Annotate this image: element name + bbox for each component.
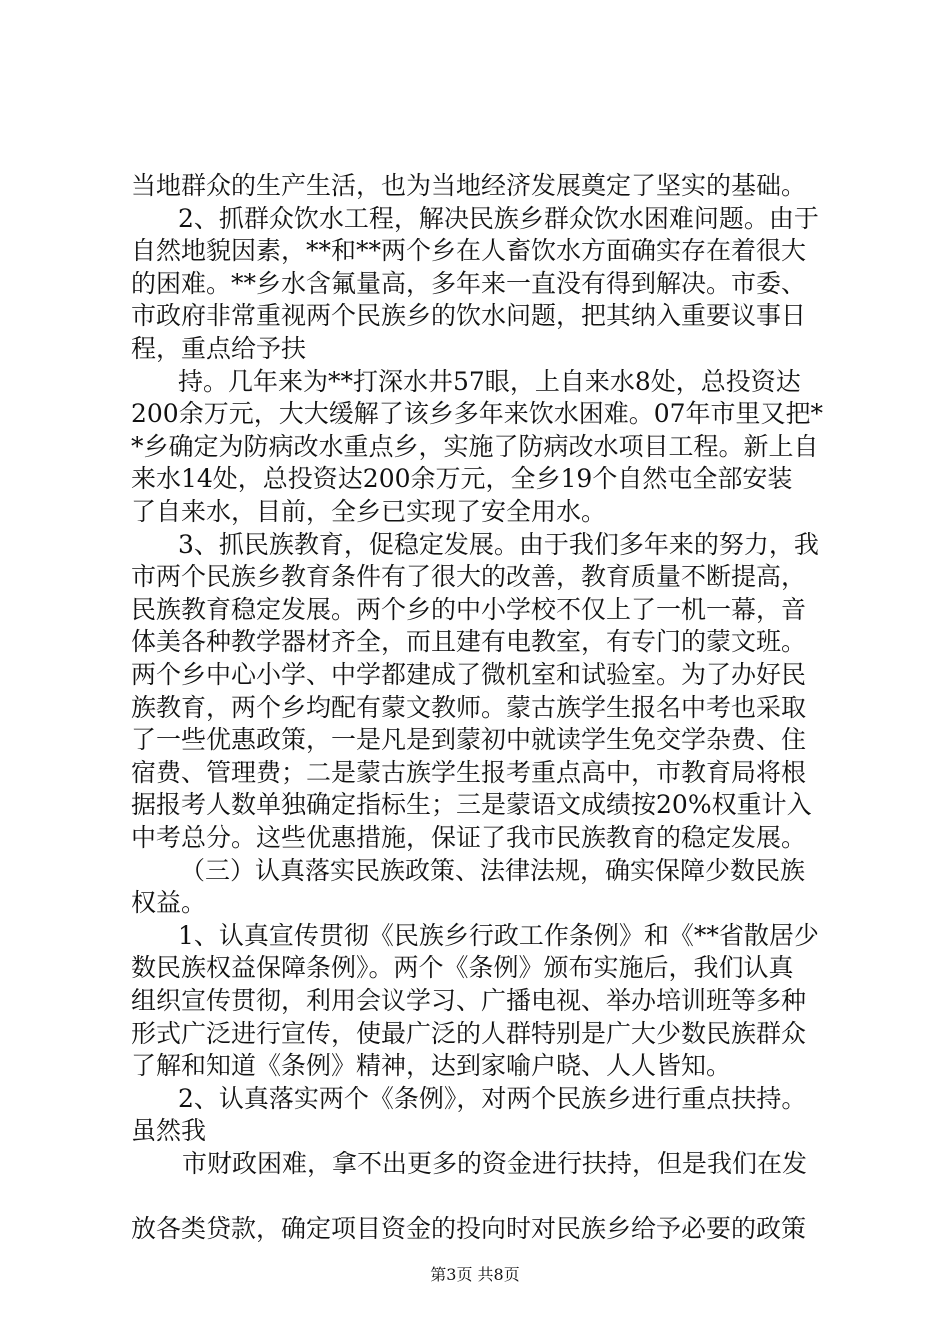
- text-line: 程，重点给予扶: [131, 334, 307, 363]
- text-line: 200余万元，大大缓解了该乡多年来饮水困难。07年市里又把*: [131, 399, 824, 428]
- text-line: 市两个民族乡教育条件有了很大的改善，教育质量不断提高，: [131, 562, 807, 591]
- text-line: 族教育，两个乡均配有蒙文教师。蒙古族学生报名中考也采取: [131, 693, 807, 722]
- text-line: 宿费、管理费；二是蒙古族学生报考重点高中，市教育局将根: [131, 758, 807, 787]
- text-line: 了解和知道《条例》精神，达到家喻户晓、人人皆知。: [131, 1051, 732, 1080]
- text-line: 两个乡中心小学、中学都建成了微机室和试验室。为了办好民: [131, 660, 807, 689]
- text-line: 中考总分。这些优惠措施，保证了我市民族教育的稳定发展。: [131, 823, 807, 852]
- text-line: 持。几年来为**打深水井57眼，上自来水8处，总投资达: [178, 367, 801, 396]
- page-number-footer: 第3页 共8页: [430, 1265, 520, 1284]
- text-line: 据报考人数单独确定指标生；三是蒙语文成绩按20%权重计入: [131, 790, 812, 819]
- text-line: 的困难。**乡水含氟量高，多年来一直没有得到解决。市委、: [131, 269, 807, 298]
- text-line: 组织宣传贯彻，利用会议学习、广播电视、举办培训班等多种: [131, 986, 807, 1015]
- text-line: 来水14处，总投资达200余万元，全乡19个自然屯全部安装: [131, 464, 793, 493]
- section-heading: 权益。: [131, 888, 207, 917]
- text-line: *乡确定为防病改水重点乡，实施了防病改水项目工程。新上自: [131, 432, 819, 461]
- text-line: 2、认真落实两个《条例》，对两个民族乡进行重点扶持。: [178, 1084, 807, 1113]
- text-line: 虽然我: [131, 1116, 207, 1145]
- text-line: 2、抓群众饮水工程，解决民族乡群众饮水困难问题。由于: [178, 204, 819, 233]
- text-line: 了一些优惠政策，一是凡是到蒙初中就读学生免交学杂费、住: [131, 725, 807, 754]
- text-line: 了自来水，目前，全乡已实现了安全用水。: [131, 497, 607, 526]
- text-line: 数民族权益保障条例》。两个《条例》颁布实施后，我们认真: [131, 953, 794, 982]
- text-line: 体美各种教学器材齐全，而且建有电教室，有专门的蒙文班。: [131, 627, 807, 656]
- text-line: 1、认真宣传贯彻《民族乡行政工作条例》和《**省散居少: [178, 921, 819, 950]
- text-line: 民族教育稳定发展。两个乡的中小学校不仅上了一机一幕，音: [131, 595, 807, 624]
- section-heading: （三）认真落实民族政策、法律法规，确实保障少数民族: [180, 856, 806, 885]
- text-line: 3、抓民族教育，促稳定发展。由于我们多年来的努力，我: [178, 530, 819, 559]
- text-line: 市政府非常重视两个民族乡的饮水问题，把其纳入重要议事日: [131, 301, 807, 330]
- text-line: 放各类贷款，确定项目资金的投向时对民族乡给予必要的政策: [131, 1214, 807, 1243]
- text-line: 当地群众的生产生活，也为当地经济发展奠定了坚实的基础。: [131, 171, 807, 200]
- text-line: 自然地貌因素，**和**两个乡在人畜饮水方面确实存在着很大: [131, 236, 807, 265]
- text-line: 市财政困难，拿不出更多的资金进行扶持，但是我们在发: [182, 1149, 808, 1178]
- text-line: 形式广泛进行宣传，使最广泛的人群特别是广大少数民族群众: [131, 1019, 807, 1048]
